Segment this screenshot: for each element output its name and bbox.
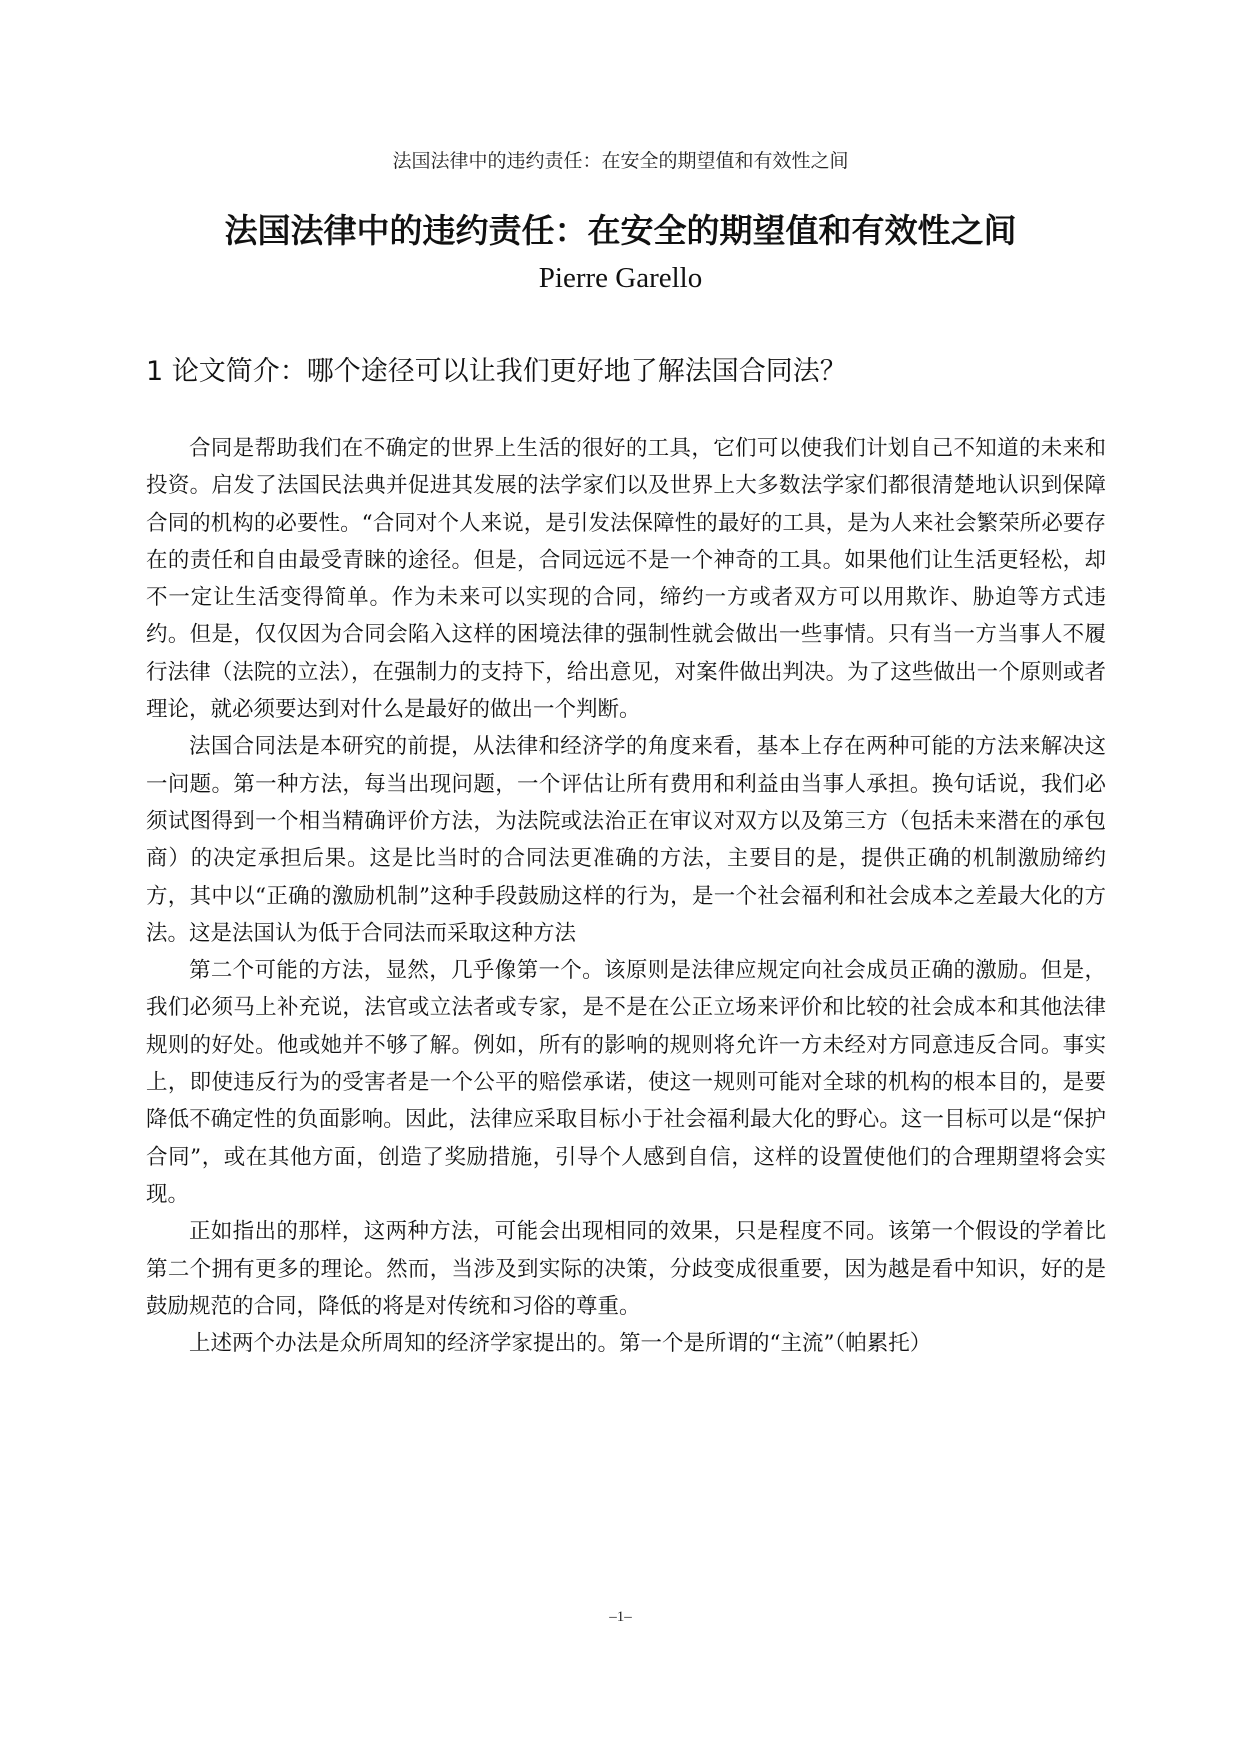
paragraph: 合同是帮助我们在不确定的世界上生活的很好的工具，它们可以使我们计划自己不知道的未来和投资。启发了法国民法典并促进其发展的法学家们以及世界上大多数法学家们都很清楚地认识到保障合同的机构的必要性。“合同对个人来说，是引发法保障性的最好的工具，是为人来社会繁荣所必要存在的责任和自由最受青睐的途径。但是，合同远远不是一个神奇的工具。如果他们让生活更轻松，却不一定让生活变得简单。作为未来可以实现的合同，缔约一方或者双方可以用欺诈、胁迫等方式违约。但是，仅仅因为合同会陷入这样的困境法律的强制性就会做出一些事情。只有当一方当事人不履行法律（法院的立法），在强制力的支持下，给出意见，对案件做出判决。为了这些做出一个原则或者理论，就必须要达到对什么是最好的做出一个判断。 xyxy=(146,436,1106,723)
page-number: –1– xyxy=(609,1609,632,1625)
paragraph: 法国合同法是本研究的前提，从法律和经济学的角度来看，基本上存在两种可能的方法来解决这一问题。第一种方法，每当出现问题，一个评估让所有费用和利益由当事人承担。换句话说，我们必须试图得到一个相当精确评价方法，为法院或法治正在审议对双方以及第三方（包括未来潜在的承包商）的决定承担后果。这是比当时的合同法更准确的方法，主要目的是，提供正确的机制激励缔约方，其中以“正确的激励机制”这种手段鼓励这样的行为，是一个社会福利和社会成本之差最大化的方法。这是法国认为低于合同法而采取这种方法 xyxy=(146,734,1106,946)
author-name: Pierre Garello xyxy=(538,262,703,294)
paragraph: 正如指出的那样，这两种方法，可能会出现相同的效果，只是程度不同。该第一个假设的学着比第二个拥有更多的理论。然而，当涉及到实际的决策，分歧变成很重要，因为越是看中知识，好的是鼓励规范的合同，降低的将是对传统和习俗的尊重。 xyxy=(146,1219,1106,1319)
paragraph: 上述两个办法是众所周知的经济学家提出的。第一个是所谓的“主流”（帕累托） xyxy=(189,1331,932,1357)
paragraph: 第二个可能的方法，显然，几乎像第一个。该原则是法律应规定向社会成员正确的激励。但是，我们必须马上补充说，法官或立法者或专家，是不是在公正立场来评价和比较的社会成本和其他法律规则的好处。他或她并不够了解。例如，所有的影响的规则将允许一方未经对方同意违反合同。事实上，即使违反行为的受害者是一个公平的赔偿承诺，使这一规则可能对全球的机构的根本目的，是要降低不确定性的负面影响。因此，法律应采取目标小于社会福利最大化的野心。这一目标可以是“保护合同”，或在其他方面，创造了奖励措施，引导个人感到自信，这样的设置使他们的合理期望将会实现。 xyxy=(146,958,1106,1207)
body-text xyxy=(146,430,1106,1362)
section-heading: 1 论文简介：哪个途径可以让我们更好地了解法国合同法？ xyxy=(146,356,847,387)
running-header: 法国法律中的违约责任：在安全的期望值和有效性之间 xyxy=(392,150,849,172)
paper-title: 法国法律中的违约责任：在安全的期望值和有效性之间 xyxy=(224,211,1017,250)
